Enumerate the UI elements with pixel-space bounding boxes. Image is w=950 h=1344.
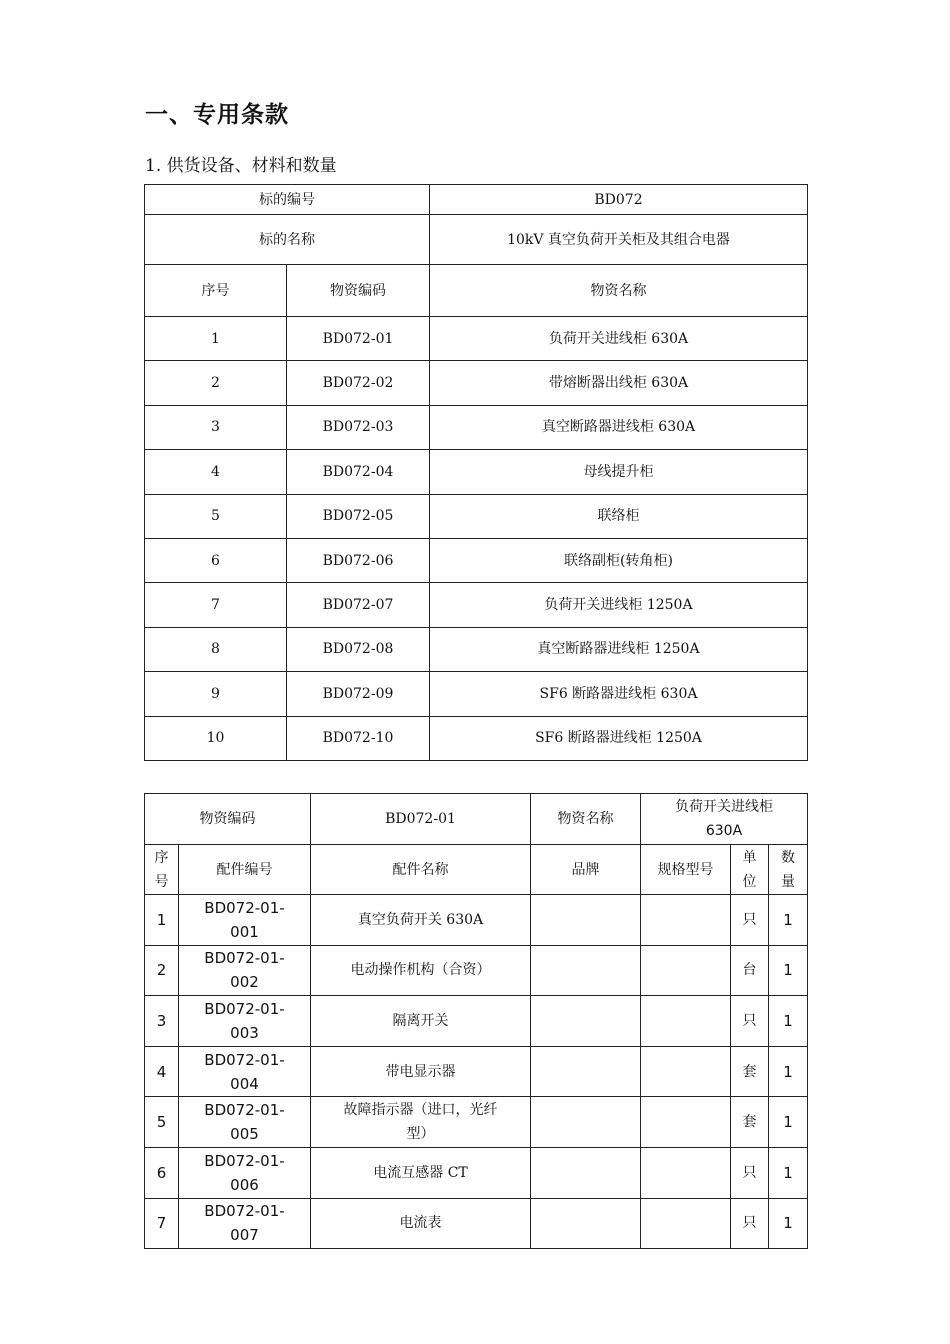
cell-code: BD072-09 xyxy=(287,672,430,716)
cell-unit: 只 xyxy=(731,1198,769,1249)
cell-code: BD072-06 xyxy=(287,538,430,582)
header-seq xyxy=(145,845,179,895)
material-name-label: 物资名称 xyxy=(531,794,641,845)
part-no-line2: 005 xyxy=(230,1125,259,1144)
material-name-line2: 630A xyxy=(705,823,743,839)
header-spec: 规格型号 xyxy=(641,845,731,895)
cell-part-no xyxy=(179,996,311,1047)
material-code-value: BD072-01 xyxy=(311,794,531,845)
cell-brand xyxy=(531,996,641,1047)
cell-code: BD072-08 xyxy=(287,627,430,671)
part-no-line2: 002 xyxy=(230,973,259,992)
parts-header-row xyxy=(145,845,808,895)
part-no-line1: BD072-01- xyxy=(204,949,285,968)
cell-seq: 7 xyxy=(145,1198,179,1249)
cell-seq: 2 xyxy=(145,361,287,405)
cell-name: 联络柜 xyxy=(430,494,808,538)
cell-spec xyxy=(641,1097,731,1148)
cell-name: SF6 断路器进线柜 1250A xyxy=(430,716,808,760)
cell-brand xyxy=(531,1046,641,1097)
part-name-line1: 电动操作机构（合资） xyxy=(350,962,491,979)
header-seq-line1: 序 xyxy=(154,849,169,866)
cell-name: 负荷开关进线柜 1250A xyxy=(430,583,808,627)
cell-seq: 2 xyxy=(145,945,179,996)
part-no-line2: 001 xyxy=(230,922,259,941)
cell-name: 母线提升柜 xyxy=(430,450,808,494)
parts-info-row xyxy=(145,794,808,845)
part-name-line1: 电流表 xyxy=(399,1215,442,1232)
cell-spec xyxy=(641,996,731,1047)
cell-code: BD072-04 xyxy=(287,450,430,494)
part-name-line1: 带电显示器 xyxy=(385,1063,456,1080)
material-name-line1: 负荷开关进线柜 xyxy=(675,799,773,815)
table-row xyxy=(145,494,808,538)
cell-seq: 1 xyxy=(145,895,179,946)
table-row xyxy=(145,1097,808,1148)
table-row xyxy=(145,317,808,361)
table-header-row xyxy=(145,265,808,317)
cell-spec xyxy=(641,895,731,946)
cell-part-no xyxy=(179,895,311,946)
part-name-line1: 隔离开关 xyxy=(392,1012,449,1029)
cell-part-no xyxy=(179,1097,311,1148)
cell-seq: 6 xyxy=(145,1147,179,1198)
header-part-no: 配件编号 xyxy=(179,845,311,895)
bid-no-value: BD072 xyxy=(430,185,808,215)
table-row xyxy=(145,1147,808,1198)
cell-part-name xyxy=(311,1046,531,1097)
part-name-line1: 电流互感器 CT xyxy=(373,1164,468,1181)
part-no-line2: 006 xyxy=(230,1175,259,1194)
cell-part-no xyxy=(179,1147,311,1198)
cell-seq: 5 xyxy=(145,1097,179,1148)
part-no-line2: 004 xyxy=(230,1074,259,1093)
cell-qty: 1 xyxy=(769,1147,808,1198)
cell-part-name xyxy=(311,1147,531,1198)
cell-seq: 5 xyxy=(145,494,287,538)
cell-part-no xyxy=(179,945,311,996)
cell-brand xyxy=(531,895,641,946)
table-row xyxy=(145,716,808,760)
table-row xyxy=(145,627,808,671)
table-row xyxy=(145,996,808,1047)
cell-name: 真空断路器进线柜 630A xyxy=(430,405,808,449)
cell-spec xyxy=(641,1198,731,1249)
table-row xyxy=(145,405,808,449)
header-brand: 品牌 xyxy=(531,845,641,895)
cell-part-name xyxy=(311,895,531,946)
part-no-line1: BD072-01- xyxy=(204,898,285,917)
cell-brand xyxy=(531,1198,641,1249)
table-row xyxy=(145,361,808,405)
cell-part-no xyxy=(179,1198,311,1249)
part-no-line1: BD072-01- xyxy=(204,999,285,1018)
cell-code: BD072-01 xyxy=(287,317,430,361)
cell-code: BD072-10 xyxy=(287,716,430,760)
cell-unit: 只 xyxy=(731,1147,769,1198)
cell-seq: 9 xyxy=(145,672,287,716)
header-qty xyxy=(769,845,808,895)
cell-seq: 3 xyxy=(145,405,287,449)
cell-part-no xyxy=(179,1046,311,1097)
cell-part-name xyxy=(311,1198,531,1249)
bid-no-row xyxy=(145,185,808,215)
cell-qty: 1 xyxy=(769,996,808,1047)
part-no-line1: BD072-01- xyxy=(204,1101,285,1120)
header-part-name: 配件名称 xyxy=(311,845,531,895)
cell-brand xyxy=(531,1147,641,1198)
material-name-value xyxy=(641,794,808,845)
supply-items-table xyxy=(144,184,808,761)
cell-unit: 只 xyxy=(731,996,769,1047)
cell-seq: 4 xyxy=(145,450,287,494)
cell-name: 负荷开关进线柜 630A xyxy=(430,317,808,361)
cell-name: 联络副柜(转角柜) xyxy=(430,538,808,582)
cell-qty: 1 xyxy=(769,945,808,996)
part-no-line1: BD072-01- xyxy=(204,1151,285,1170)
part-name-line2: 型） xyxy=(406,1126,435,1143)
parts-table xyxy=(144,793,808,1249)
table-row xyxy=(145,538,808,582)
cell-spec xyxy=(641,1147,731,1198)
cell-seq: 1 xyxy=(145,317,287,361)
cell-brand xyxy=(531,1097,641,1148)
bid-name-row xyxy=(145,215,808,265)
cell-qty: 1 xyxy=(769,1046,808,1097)
cell-seq: 7 xyxy=(145,583,287,627)
cell-seq: 6 xyxy=(145,538,287,582)
table-row xyxy=(145,895,808,946)
cell-part-name xyxy=(311,945,531,996)
cell-unit: 台 xyxy=(731,945,769,996)
table-row xyxy=(145,672,808,716)
header-seq: 序号 xyxy=(145,265,287,317)
cell-part-name xyxy=(311,996,531,1047)
cell-qty: 1 xyxy=(769,1198,808,1249)
table-row xyxy=(145,945,808,996)
cell-spec xyxy=(641,1046,731,1097)
cell-unit: 只 xyxy=(731,895,769,946)
cell-code: BD072-03 xyxy=(287,405,430,449)
cell-unit: 套 xyxy=(731,1046,769,1097)
cell-seq: 10 xyxy=(145,716,287,760)
cell-seq: 4 xyxy=(145,1046,179,1097)
material-code-label: 物资编码 xyxy=(145,794,311,845)
cell-qty: 1 xyxy=(769,895,808,946)
part-no-line1: BD072-01- xyxy=(204,1050,285,1069)
cell-unit: 套 xyxy=(731,1097,769,1148)
header-seq-line2: 号 xyxy=(154,873,169,890)
header-unit xyxy=(731,845,769,895)
cell-code: BD072-02 xyxy=(287,361,430,405)
part-no-line2: 007 xyxy=(230,1226,259,1245)
bid-name-label: 标的名称 xyxy=(145,215,430,265)
cell-part-name xyxy=(311,1097,531,1148)
table-row xyxy=(145,583,808,627)
cell-name: 带熔断器出线柜 630A xyxy=(430,361,808,405)
cell-name: 真空断路器进线柜 1250A xyxy=(430,627,808,671)
table-row xyxy=(145,1046,808,1097)
header-name: 物资名称 xyxy=(430,265,808,317)
cell-qty: 1 xyxy=(769,1097,808,1148)
cell-code: BD072-05 xyxy=(287,494,430,538)
table-row xyxy=(145,1198,808,1249)
cell-seq: 3 xyxy=(145,996,179,1047)
table-row xyxy=(145,450,808,494)
header-qty-line1: 数 xyxy=(781,849,795,866)
header-unit-line1: 单 xyxy=(742,849,757,866)
cell-spec xyxy=(641,945,731,996)
part-name-line1: 真空负荷开关 630A xyxy=(357,911,484,928)
part-name-line1: 故障指示器（进口，光纤 xyxy=(343,1102,498,1119)
header-qty-line2: 量 xyxy=(781,873,795,890)
section-heading: 一、专用条款 xyxy=(145,102,289,128)
subsection-heading: 1. 供货设备、材料和数量 xyxy=(145,156,337,176)
cell-name: SF6 断路器进线柜 630A xyxy=(430,672,808,716)
header-code: 物资编码 xyxy=(287,265,430,317)
cell-brand xyxy=(531,945,641,996)
bid-no-label: 标的编号 xyxy=(145,185,430,215)
cell-code: BD072-07 xyxy=(287,583,430,627)
part-no-line1: BD072-01- xyxy=(204,1202,285,1221)
header-unit-line2: 位 xyxy=(742,873,757,890)
bid-name-value: 10kV 真空负荷开关柜及其组合电器 xyxy=(430,215,808,265)
cell-seq: 8 xyxy=(145,627,287,671)
part-no-line2: 003 xyxy=(230,1023,259,1042)
